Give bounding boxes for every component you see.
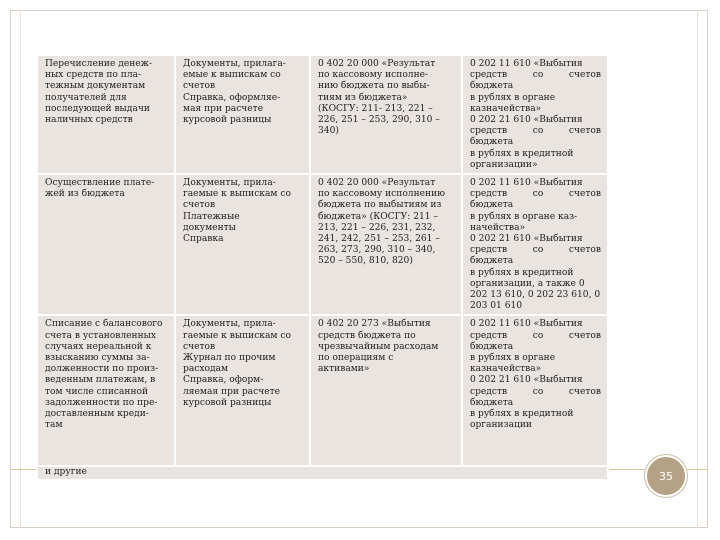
table-cell-credit: 0 202 11 610 «Выбытия средств со счетов бюджета в рублях в органе каз- начейства» 0 202 21 610 «Выбытия средств со счетов бюджета в рублях в кредитной организации, а также 0 202 13 610, 0 202 23 610, 0 203 01 610 — [462, 174, 608, 315]
table-cell-documents: Документы, прилага- емые к выпискам со счетов Справка, оформляе- мая при расчете курсовой разницы — [175, 55, 310, 174]
page-number-badge — [645, 455, 687, 497]
footer-row-text: и другие — [45, 467, 87, 478]
table-cell-operation: Перечисление денеж- ных средств по пла- тежным документам получателей для последующей выдачи наличных средств — [37, 55, 175, 174]
table-footer-row — [37, 466, 608, 479]
table-cell-documents: Документы, прила- гаемые к выпискам со счетов Платежные документы Справка — [175, 174, 310, 315]
table-row — [37, 315, 608, 466]
table-cell-debit: 0 402 20 000 «Результат по кассовому исполнению бюджета по выбытиям из бюджета» (КОСГУ: 211 – 213, 221 – 226, 231, 232, 241, 242, 251 – 253, 261 – 263, 273, 290, 310 – 340, 520 – 550, 810, 820) — [310, 174, 462, 315]
frame-inner-line-left — [20, 10, 21, 528]
page-number: 35 — [659, 469, 673, 483]
table-cell-debit: 0 402 20 000 «Результат по кассовому исполне- нию бюджета по выбы- тиям из бюджета» (КОСГУ: 211- 213, 221 – 226, 251 – 253, 290, 310 – 340) — [310, 55, 462, 174]
frame-inner-line-right — [697, 10, 698, 528]
table-cell-credit: 0 202 11 610 «Выбытия средств со счетов бюджета в рублях в органе казначейства» 0 202 21 610 «Выбытия средств со счетов бюджета в рублях в кредитной организации — [462, 315, 608, 466]
table-cell-documents: Документы, прила- гаемые к выпискам со счетов Журнал по прочим расходам Справка, оформ- ляемая при расчете курсовой разницы — [175, 315, 310, 466]
table-cell-debit: 0 402 20 273 «Выбытия средств бюджета по чрезвычайным расходам по операциям с активами» — [310, 315, 462, 466]
table-row — [37, 55, 608, 174]
table-cell-operation: Осуществление плате- жей из бюджета — [37, 174, 175, 315]
accounting-table — [36, 54, 609, 481]
table-cell-operation: Списание с балансового счета в установленных случаях нереальной к взысканию суммы за- долженности по произ- веденным платежам, в том числе списанной задолженности по пре- доставленным креди- там — [37, 315, 175, 466]
table-cell-credit: 0 202 11 610 «Выбытия средств со счетов бюджета в рублях в органе казначейства» 0 202 21 610 «Выбытия средств со счетов бюджета в рублях в кредитной организации» — [462, 55, 608, 174]
table-cell-footer — [37, 466, 608, 479]
table-row — [37, 174, 608, 315]
